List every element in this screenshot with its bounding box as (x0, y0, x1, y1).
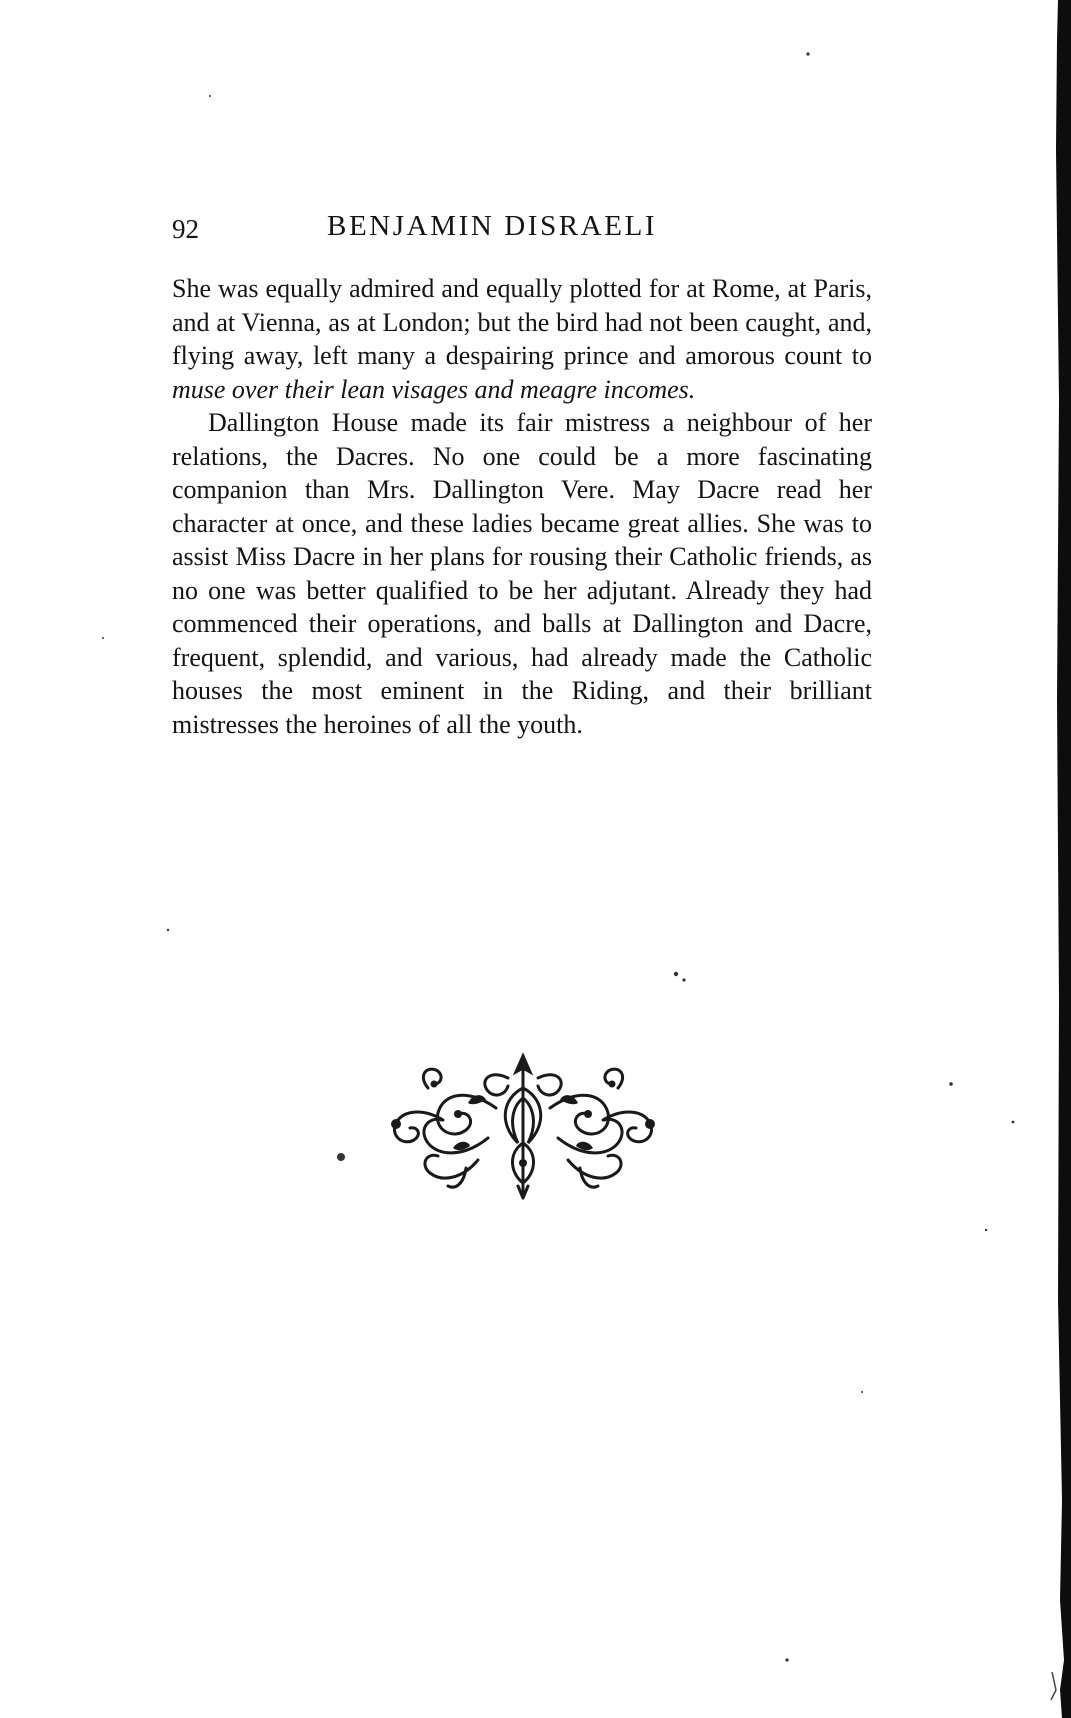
page-number: 92 (172, 214, 199, 244)
paragraph-1-roman: She was equally admired and equally plotted for at Rome, at Paris, and at Vienna, as at London; but the bird had not been caught, and, flying away, left many a despairing prince and amorous count to (172, 274, 872, 370)
binding-edge-shadow (1048, 0, 1071, 1718)
floral-tailpiece-icon (368, 1048, 678, 1208)
running-title: BENJAMIN DISRAELI (327, 210, 658, 242)
paragraph-2: Dallington House made its fair mistress a neighbour of her relations, the Dacres. No one could be a more fascinating companion than Mrs. Dallington Vere. May Dacre read her character at once, and these ladies became great allies. She was to assist Miss Dacre in her plans for rousing their Catholic friends, as no one was better qualified to be her adjutant. Already they had commenced their operations, and balls at Dallington and Dacre, frequent, splendid, and various, had already made the Catholic houses the most eminent in the Riding, and their brilliant mistresses the heroines of all the youth. (172, 408, 872, 739)
paragraph-1 (172, 272, 872, 406)
page-header (172, 204, 717, 252)
paragraph-1-italic: muse over their lean visages and meagre incomes. (172, 374, 696, 404)
body-text (172, 272, 872, 741)
